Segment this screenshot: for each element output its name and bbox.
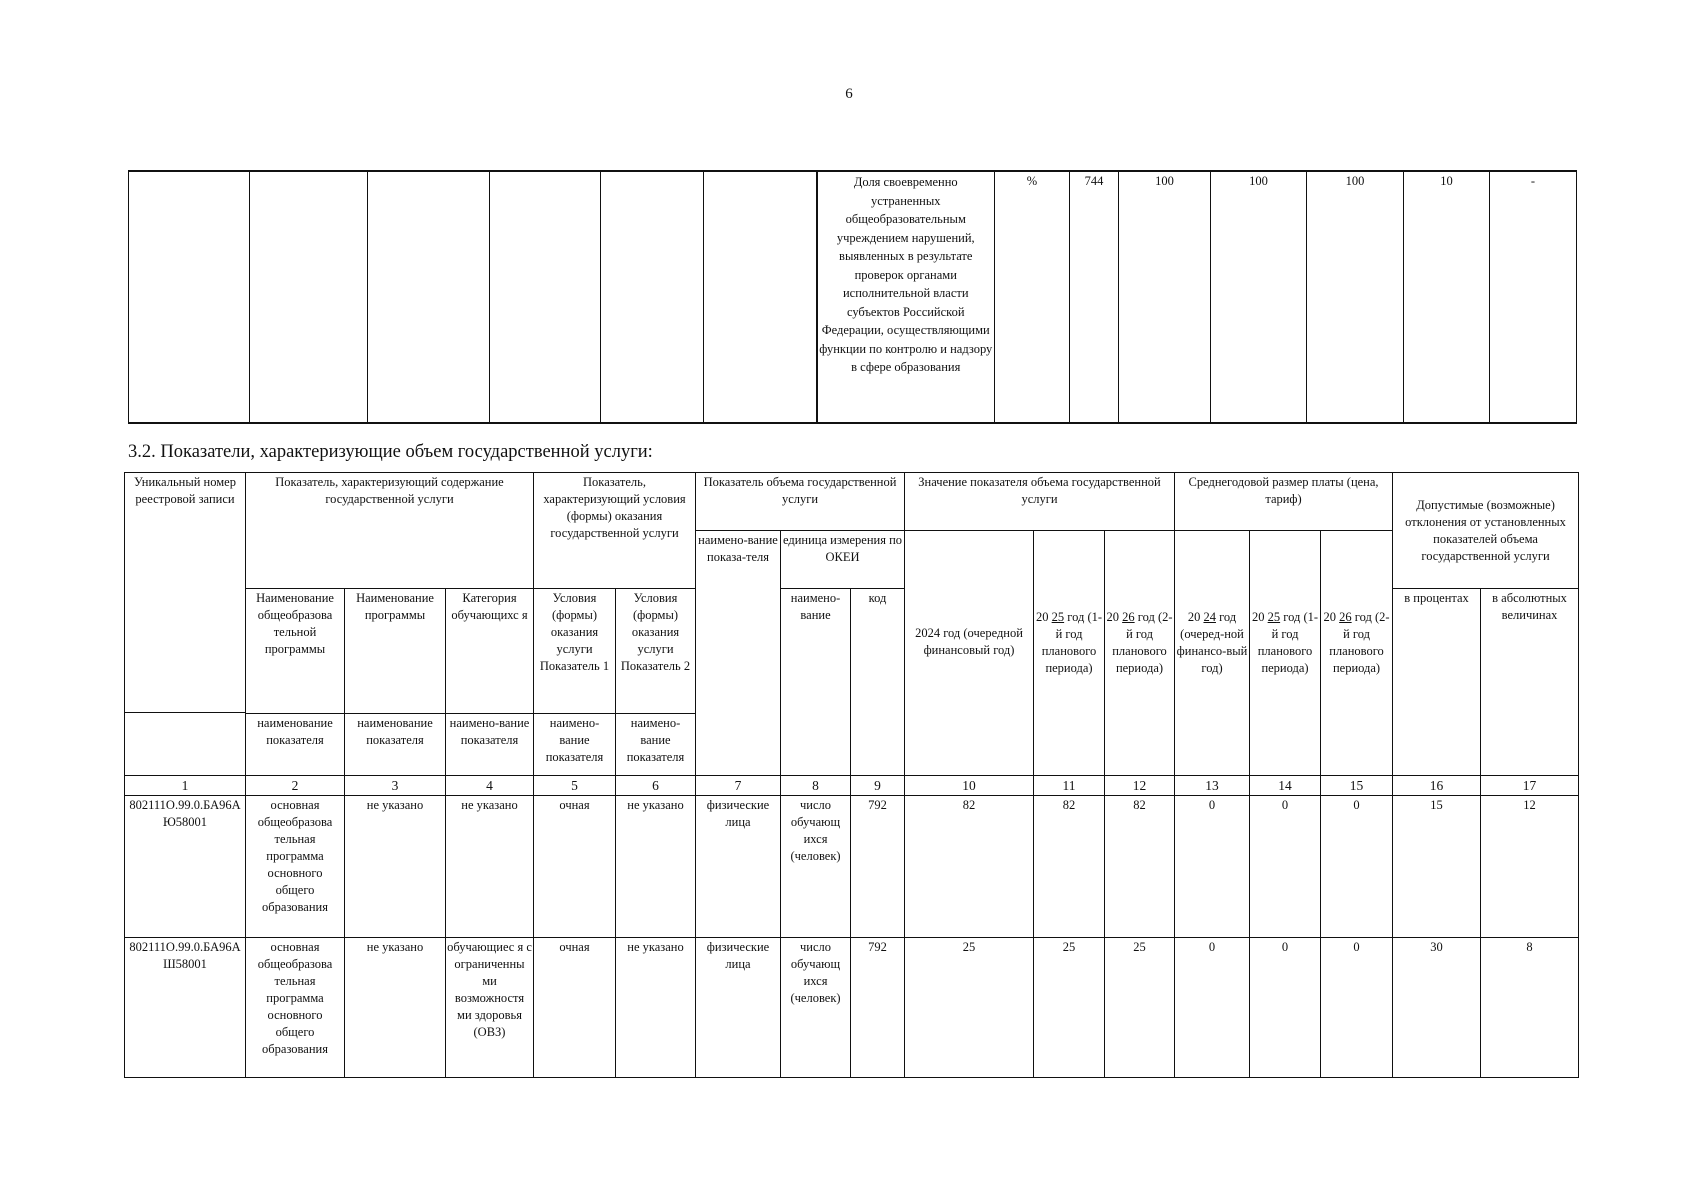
- col-number: 4: [446, 775, 534, 795]
- section-title: 3.2. Показатели, характеризующие объем государственной услуги:: [128, 442, 653, 462]
- f26-number: 26: [1339, 609, 1352, 624]
- empty-cell: [368, 171, 490, 423]
- unit-cell: число обучающ ихся (человек): [781, 795, 851, 937]
- col-number: 15: [1321, 775, 1393, 795]
- registry-number-header: Уникальный номер реестровой записи: [125, 473, 246, 713]
- name-of-indicator-6: наимено-вание показателя: [616, 713, 696, 775]
- value-2024-cell: 100: [1119, 171, 1211, 423]
- y26-suffix: год (2-й год планового периода): [1112, 609, 1173, 675]
- condition-1-cell: очная: [534, 795, 616, 937]
- program-name-cell: основная общеобразова тельная программа основного общего образования: [246, 937, 345, 1077]
- f26-prefix: 20: [1323, 609, 1337, 624]
- program-name-cell: основная общеобразова тельная программа основного общего образования: [246, 795, 345, 937]
- table-row: [125, 937, 1579, 1077]
- condition-2-cell: не указано: [616, 795, 696, 937]
- y26-number: 26: [1122, 609, 1135, 624]
- condition-1-cell: очная: [534, 937, 616, 1077]
- fee-2025-cell: 0: [1250, 937, 1321, 1077]
- value-2025-cell: 82: [1034, 795, 1105, 937]
- deviation-percent-cell: 30: [1393, 937, 1481, 1077]
- indicator-cell: физические лица: [696, 937, 781, 1077]
- allowed-deviation-header: Допустимые (возможные) отклонения от установленных показателей объема государственной услуги: [1393, 473, 1579, 589]
- registry-cell: 802111О.99.0.БА96АЮ58001: [125, 795, 246, 937]
- code-cell: 792: [851, 795, 905, 937]
- col-number: 2: [246, 775, 345, 795]
- f25-number: 25: [1267, 609, 1281, 624]
- col-number: 12: [1105, 775, 1175, 795]
- y25-number: 25: [1051, 609, 1065, 624]
- empty-cell: [129, 171, 250, 423]
- f24-suffix: год (очеред-ной финансо-вый год): [1176, 609, 1248, 675]
- y26-prefix: 20: [1106, 609, 1119, 624]
- value-2026-cell: 25: [1105, 937, 1175, 1077]
- content-indicator-header: Показатель, характеризующий содержание государственной услуги: [246, 473, 534, 589]
- conditions-indicator-header: Показатель, характеризующий условия (формы) оказания государственной услуги: [534, 473, 696, 589]
- col-number: 16: [1393, 775, 1481, 795]
- value-2024-cell: 25: [905, 937, 1034, 1077]
- col-number: 10: [905, 775, 1034, 795]
- condition-2-header: Условия (формы) оказания услуги Показатель 2: [616, 589, 696, 714]
- col-number: 17: [1481, 775, 1579, 795]
- col-number: 1: [125, 775, 246, 795]
- col-number: 5: [534, 775, 616, 795]
- program-cell: не указано: [345, 937, 446, 1077]
- deviation-absolute-cell: -: [1490, 171, 1577, 423]
- page-number: 6: [845, 86, 853, 102]
- okei-unit-header: единица измерения по ОКЕИ: [781, 531, 905, 589]
- value-2024-cell: 82: [905, 795, 1034, 937]
- name-of-indicator-2: наименование показателя: [246, 713, 345, 775]
- column-numbers-row: [125, 775, 1579, 795]
- col-number: 7: [696, 775, 781, 795]
- col-number: 3: [345, 775, 446, 795]
- unit-cell: %: [995, 171, 1070, 423]
- name-of-indicator-4: наимено-вание показателя: [446, 713, 534, 775]
- quality-indicator-continuation-table: [128, 170, 1577, 424]
- year-2024-header: [905, 531, 1034, 776]
- fee-2025-header: [1250, 531, 1321, 776]
- unit-cell: число обучающ ихся (человек): [781, 937, 851, 1077]
- indicator-cell: физические лица: [696, 795, 781, 937]
- year-2025-header: [1034, 531, 1105, 776]
- value-2025-cell: 25: [1034, 937, 1105, 1077]
- name-of-indicator-3: наименование показателя: [345, 713, 446, 775]
- category-cell: обучающиес я с ограниченны ми возможностя ми здоровья (ОВЗ): [446, 937, 534, 1077]
- year-2026-header: [1105, 531, 1175, 776]
- fee-2026-cell: 0: [1321, 937, 1393, 1077]
- program-cell: не указано: [345, 795, 446, 937]
- table-row: [129, 171, 1577, 423]
- f25-prefix: 20: [1252, 609, 1265, 624]
- y25-suffix: год (1-й год планового периода): [1041, 609, 1103, 675]
- f24-number: 24: [1203, 609, 1216, 624]
- fee-2025-cell: 0: [1250, 795, 1321, 937]
- deviation-percent-cell: 15: [1393, 795, 1481, 937]
- value-2026-cell: 100: [1307, 171, 1404, 423]
- category-cell: не указано: [446, 795, 534, 937]
- f25-suffix: год (1-й год планового периода): [1257, 609, 1319, 675]
- fee-2024-cell: 0: [1175, 795, 1250, 937]
- volume-indicators-table: [124, 472, 1579, 1078]
- avg-fee-header: Среднегодовой размер платы (цена, тариф): [1175, 473, 1393, 531]
- volume-indicator-header: Показатель объема государственной услуги: [696, 473, 905, 531]
- registry-cell: 802111О.99.0.БА96АШ58001: [125, 937, 246, 1077]
- col-number: 9: [851, 775, 905, 795]
- fee-2026-cell: 0: [1321, 795, 1393, 937]
- table-row: [125, 795, 1579, 937]
- year-2024-label: 2024 год (очередной финансовый год): [915, 626, 1023, 658]
- empty-cell: [490, 171, 601, 423]
- student-category-header: Категория обучающихс я: [446, 589, 534, 714]
- deviation-absolute-cell: 8: [1481, 937, 1579, 1077]
- registry-spacer-2: [125, 713, 246, 775]
- in-absolute-header: в абсолютных величинах: [1481, 589, 1579, 776]
- fee-2024-cell: 0: [1175, 937, 1250, 1077]
- col-number: 14: [1250, 775, 1321, 795]
- empty-cell: [601, 171, 704, 423]
- col-number: 6: [616, 775, 696, 795]
- okei-name-header: наимено-вание: [781, 589, 851, 776]
- condition-2-cell: не указано: [616, 937, 696, 1077]
- f26-suffix: год (2-й год планового периода): [1329, 609, 1390, 675]
- condition-1-header: Условия (формы) оказания услуги Показатель 1: [534, 589, 616, 714]
- fee-2026-header: [1321, 531, 1393, 776]
- col-number: 8: [781, 775, 851, 795]
- f24-prefix: 20: [1187, 609, 1201, 624]
- deviation-absolute-cell: 12: [1481, 795, 1579, 937]
- col-number: 11: [1034, 775, 1105, 795]
- deviation-percent-cell: 10: [1404, 171, 1490, 423]
- name-of-indicator-5: наимено-вание показателя: [534, 713, 616, 775]
- in-percent-header: в процентах: [1393, 589, 1481, 776]
- okei-code-header: код: [851, 589, 905, 776]
- indicator-name-header: наимено-вание показа-теля: [696, 531, 781, 776]
- empty-cell: [250, 171, 368, 423]
- code-cell: 792: [851, 937, 905, 1077]
- program-header: Наименование программы: [345, 589, 446, 714]
- okei-code-cell: 744: [1070, 171, 1119, 423]
- empty-cell: [704, 171, 817, 423]
- header-row-1: [125, 473, 1579, 531]
- y25-prefix: 20: [1036, 609, 1049, 624]
- fee-2024-header: [1175, 531, 1250, 776]
- value-2025-cell: 100: [1211, 171, 1307, 423]
- value-2026-cell: 82: [1105, 795, 1175, 937]
- indicator-name-cell: Доля своевременно устраненных общеобразовательным учреждением нарушений, выявленных в результате проверок органами исполнительной власти субъектов Российской Федерации, осуществляющими функции по контролю и надзору в сфере образования: [817, 171, 995, 423]
- col-number: 13: [1175, 775, 1250, 795]
- volume-value-header: Значение показателя объема государственной услуги: [905, 473, 1175, 531]
- program-name-header: Наименование общеобразова тельной программы: [246, 589, 345, 714]
